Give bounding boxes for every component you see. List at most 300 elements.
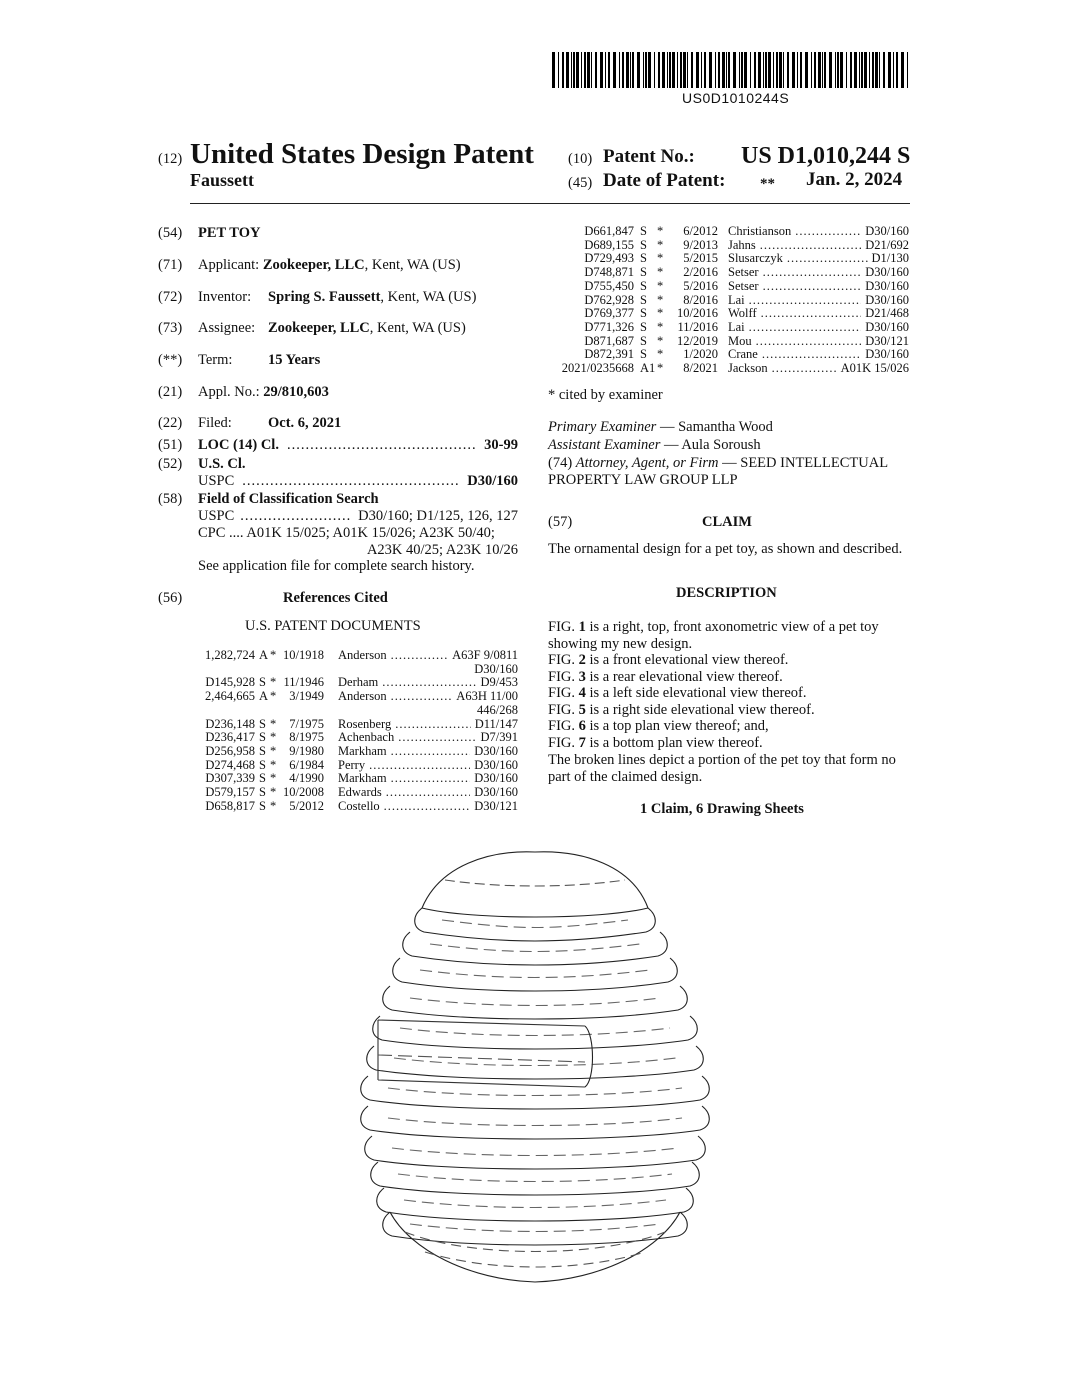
reference-name-class: [338, 690, 518, 704]
reference-number: D145,928: [205, 675, 255, 690]
reference-number: D769,377: [584, 306, 634, 321]
dot-leader: [763, 280, 862, 294]
barcode-bar: [779, 52, 782, 88]
reference-kind: S: [640, 278, 647, 293]
barcode-number: US0D1010244S: [682, 90, 790, 106]
field-search-label: Field of Classification Search: [198, 491, 379, 507]
dot-leader: [787, 252, 868, 266]
barcode-bar: [846, 52, 847, 88]
date-label: Date of Patent:: [603, 170, 726, 191]
reference-inventor: Markham: [338, 743, 387, 758]
toy-ridge: [403, 932, 668, 965]
reference-date: 9/1980: [289, 743, 324, 758]
reference-date: 8/2021: [683, 361, 718, 375]
reference-class-continued: D30/160: [474, 661, 518, 676]
assistant-examiner: Assistant Examiner — Aula Soroush: [548, 437, 761, 453]
barcode-bar: [893, 52, 894, 88]
reference-inventor: Anderson: [338, 648, 387, 662]
dot-leader: [795, 225, 861, 239]
reference-name-class: [728, 252, 909, 266]
barcode-bar: [645, 52, 647, 88]
figure-number: 6: [578, 718, 586, 734]
date-stars: **: [760, 176, 775, 192]
reference-kind: S: [640, 265, 647, 280]
barcode-bar: [683, 52, 686, 88]
attorney-line-1: (74) Attorney, Agent, or Firm — SEED INTELLECTUAL: [548, 455, 889, 471]
barcode-bar: [562, 52, 564, 88]
code-51: (51): [158, 437, 183, 453]
barcode-bar: [552, 52, 555, 88]
barcode-bar: [840, 52, 843, 88]
reference-number: D755,450: [584, 278, 634, 293]
reference-star: *: [270, 798, 277, 813]
dot-leader: [761, 307, 862, 321]
reference-date: 10/2008: [283, 785, 324, 799]
code-72: (72): [158, 289, 183, 305]
reference-class: D30/160: [865, 278, 909, 293]
barcode-bar: [571, 52, 572, 88]
barcode-bar: [811, 52, 812, 88]
reference-inventor: Costello: [338, 798, 380, 813]
toy-ridge: [367, 1046, 704, 1079]
claim-text: The ornamental design for a pet toy, as shown and described.: [548, 541, 903, 557]
reference-number: D661,847: [584, 224, 634, 238]
reference-number: D658,817: [205, 798, 255, 813]
toy-ridge-hidden-line: [398, 1174, 672, 1182]
reference-inventor: Setser: [728, 278, 759, 293]
description-line: FIG. 5 is a right side elevational view thereof.: [548, 702, 815, 718]
reference-number: 2021/0235668: [561, 361, 634, 375]
barcode-bar: [658, 52, 660, 88]
barcode-bar: [709, 52, 712, 88]
reference-class: D30/160: [474, 743, 518, 758]
claims-drawing-sheets: 1 Claim, 6 Drawing Sheets: [640, 801, 804, 817]
reference-kind: A: [259, 689, 269, 704]
barcode-bar: [637, 52, 640, 88]
reference-inventor: Setser: [728, 265, 759, 280]
claim-heading: CLAIM: [702, 514, 752, 530]
reference-class: D30/160: [865, 319, 909, 334]
reference-number: D256,958: [205, 743, 255, 758]
reference-date: 2/2016: [683, 265, 718, 280]
code-56: (56): [158, 590, 183, 606]
barcode-bar: [829, 52, 832, 88]
reference-class: A63H 11/00: [456, 689, 518, 704]
reference-date: 7/1975: [289, 716, 324, 731]
reference-kind: S: [259, 730, 266, 745]
patent-number: US D1,010,244 S: [741, 143, 911, 169]
assignee-line: Zookeeper, LLC, Kent, WA (US): [268, 320, 466, 336]
barcode-bar: [869, 52, 870, 88]
reference-inventor: Lai: [728, 319, 745, 334]
barcode-bar: [805, 52, 808, 88]
toy-ridge: [371, 1162, 700, 1195]
description-line: FIG. 3 is a rear elevational view thereof.: [548, 669, 783, 685]
reference-number: D274,468: [205, 757, 255, 772]
reference-kind: S: [259, 785, 266, 799]
reference-number: 2,464,665: [205, 689, 255, 704]
barcode-bar: [672, 52, 675, 88]
barcode-bar: [715, 52, 716, 88]
barcode-bar: [722, 52, 725, 88]
barcode-bar: [576, 52, 579, 88]
reference-number: D729,493: [584, 251, 634, 266]
reference-date: 6/1984: [289, 757, 324, 772]
reference-kind: S: [259, 743, 266, 758]
reference-star: *: [270, 757, 277, 772]
reference-kind: S: [640, 333, 647, 348]
reference-date: 11/2016: [677, 319, 718, 334]
loc-line: LOC (14) Cl. ..... 30-99: [198, 437, 518, 454]
barcode-bar: [739, 52, 740, 88]
reference-kind: S: [640, 306, 647, 321]
reference-star: *: [270, 716, 277, 731]
dot-leader: [386, 786, 471, 800]
toy-ridge-hidden-line: [392, 1148, 678, 1156]
dot-leader: [391, 690, 453, 704]
toy-ridge-hidden-line: [388, 1118, 682, 1126]
description-heading: DESCRIPTION: [676, 585, 777, 601]
reference-inventor: Derham: [338, 675, 379, 690]
dot-leader: [369, 759, 470, 773]
appl-no-line: Appl. No.: 29/810,603: [198, 384, 329, 400]
code-73: (73): [158, 320, 183, 336]
barcode-bar: [741, 52, 743, 88]
barcode-bar: [888, 52, 891, 88]
barcode-bar: [704, 52, 706, 88]
barcode-bar: [605, 52, 606, 88]
reference-kind: A1: [640, 361, 656, 375]
toy-ridge-hidden-line: [400, 1028, 670, 1036]
barcode-bar: [622, 52, 624, 88]
uspc-value: D30/160: [467, 473, 518, 489]
reference-class: D30/121: [865, 333, 909, 348]
reference-inventor: Rosenberg: [338, 716, 392, 731]
reference-name-class: [728, 239, 909, 253]
reference-inventor: Perry: [338, 757, 366, 772]
reference-number: D762,928: [584, 292, 634, 307]
reference-date: 10/2016: [677, 306, 718, 321]
barcode-bar: [765, 52, 767, 88]
header-rule: [190, 203, 910, 204]
inventor-surname: Faussett: [190, 170, 254, 190]
reference-class: D30/121: [474, 798, 518, 813]
inventor-line: Spring S. Faussett, Kent, WA (US): [268, 289, 477, 305]
reference-star: *: [657, 361, 664, 375]
reference-star: *: [270, 675, 277, 690]
reference-kind: S: [640, 224, 647, 238]
barcode-bar: [850, 52, 852, 88]
reference-star: *: [270, 743, 277, 758]
reference-name-class: [338, 731, 518, 745]
loc-value: 30-99: [484, 437, 518, 453]
reference-name-class: [728, 348, 909, 362]
reference-kind: S: [640, 237, 647, 252]
barcode-bar: [861, 52, 863, 88]
reference-class: A63F 9/0811: [452, 648, 518, 662]
reference-number: D871,687: [584, 333, 634, 348]
patent-no-label: Patent No.:: [603, 146, 695, 167]
barcode-bar: [677, 52, 678, 88]
appl-no: 29/810,603: [263, 384, 329, 400]
patent-date: Jan. 2, 2024: [806, 169, 903, 190]
barcode-bar: [800, 52, 802, 88]
barcode-bar: [632, 52, 634, 88]
figure-number: 1: [578, 619, 586, 635]
reference-name-class: [728, 307, 909, 321]
reference-star: *: [270, 771, 277, 786]
reference-name-class: [338, 772, 518, 786]
barcode-bar: [591, 52, 592, 88]
barcode-bar: [907, 52, 908, 88]
reference-name-class: [338, 649, 518, 663]
reference-star: *: [657, 347, 664, 362]
attorney-line-2: PROPERTY LAW GROUP LLP: [548, 472, 738, 488]
code-term: (**): [158, 352, 183, 368]
barcode-bar: [854, 52, 857, 88]
reference-name-class: [338, 786, 518, 800]
toy-ridge-hidden-line: [442, 920, 628, 928]
toy-ridge-hidden-line: [420, 970, 650, 978]
dot-leader: [749, 321, 862, 335]
reference-class: D1/130: [871, 251, 909, 266]
barcode-bar: [754, 52, 756, 88]
barcode-bar: [691, 52, 693, 88]
reference-inventor: Mou: [728, 333, 752, 348]
dot-leader: [384, 800, 471, 814]
us-patent-documents-heading: U.S. PATENT DOCUMENTS: [245, 618, 421, 634]
reference-kind: S: [640, 251, 647, 266]
reference-inventor: Edwards: [338, 785, 382, 799]
dot-leader: [391, 772, 471, 786]
toy-ridge: [393, 958, 678, 991]
dot-leader: [395, 718, 470, 732]
assignee-label: Assignee:: [198, 320, 256, 336]
reference-number: D872,391: [584, 347, 634, 362]
reference-class: D30/160: [474, 771, 518, 786]
reference-number: D307,339: [205, 771, 255, 786]
barcode-bar: [584, 52, 586, 88]
cpc-line-1: CPC .... A01K 15/025; A01K 15/026; A23K 50/40;: [198, 525, 495, 541]
description-line: FIG. 7 is a bottom plan view thereof.: [548, 735, 763, 751]
filed-date: Oct. 6, 2021: [268, 415, 342, 431]
barcode-bar: [896, 52, 898, 88]
dot-leader: [391, 745, 471, 759]
term-label: Term:: [198, 352, 233, 368]
description-line: FIG. 2 is a front elevational view thereof.: [548, 652, 789, 668]
references-cited-heading: References Cited: [283, 590, 388, 606]
barcode-bar: [814, 52, 816, 88]
barcode-bar: [744, 52, 747, 88]
barcode-bar: [595, 52, 597, 88]
reference-name-class: [728, 335, 909, 349]
barcode-bar: [776, 52, 778, 88]
toy-ridge: [365, 1136, 706, 1169]
barcode-bar: [768, 52, 771, 88]
reference-name-class: [728, 294, 909, 308]
barcode-bar: [822, 52, 823, 88]
reference-inventor: Achenbach: [338, 730, 395, 745]
reference-inventor: Slusarczyk: [728, 251, 783, 266]
reference-kind: S: [640, 319, 647, 334]
reference-number: D771,326: [584, 319, 634, 334]
code-21: (21): [158, 384, 183, 400]
reference-number: 1,282,724: [205, 648, 255, 662]
reference-kind: S: [640, 347, 647, 362]
cited-by-examiner-note: * cited by examiner: [548, 387, 663, 403]
reference-name-class: [338, 676, 518, 690]
reference-name-class: [728, 280, 909, 294]
barcode-bar: [626, 52, 629, 88]
toy-ridge-hidden-line: [394, 1058, 676, 1066]
assignee-name: Zookeeper, LLC: [268, 320, 370, 336]
reference-date: 5/2016: [683, 278, 718, 293]
dot-leader: [762, 348, 861, 362]
reference-name-class: [338, 745, 518, 759]
toy-ridge-hidden-line: [430, 944, 640, 952]
term-value: 15 Years: [268, 352, 321, 368]
figure-number: 7: [578, 735, 586, 751]
reference-class: D30/160: [865, 224, 909, 238]
barcode-bar: [696, 52, 699, 88]
figure-number: 3: [578, 669, 586, 685]
reference-class: D30/160: [474, 757, 518, 772]
barcode-bar: [875, 52, 878, 88]
dot-leader: [382, 676, 476, 690]
reference-name-class: [338, 759, 518, 773]
barcode-bar: [669, 52, 671, 88]
reference-star: *: [657, 292, 664, 307]
barcode-bar: [667, 52, 668, 88]
reference-kind: S: [259, 771, 266, 786]
barcode-bar: [680, 52, 682, 88]
barcode-bar: [818, 52, 821, 88]
reference-name-class: [728, 225, 909, 239]
barcode-bar: [648, 52, 651, 88]
reference-name-class: [728, 321, 909, 335]
reference-star: *: [657, 306, 664, 321]
reference-class: D11/147: [474, 716, 518, 731]
reference-kind: S: [259, 716, 266, 731]
reference-name-class: [728, 362, 909, 376]
reference-number: D748,871: [584, 265, 634, 280]
reference-class: D30/160: [865, 292, 909, 307]
see-application: See application file for complete search history.: [198, 558, 475, 574]
description-line: FIG. 1 is a right, top, front axonometric view of a pet toy: [548, 619, 879, 635]
barcode-bar: [662, 52, 665, 88]
dot-leader: [756, 335, 862, 349]
reference-date: 8/2016: [683, 292, 718, 307]
reference-inventor: Crane: [728, 347, 758, 362]
figure-number: 2: [578, 652, 586, 668]
reference-kind: S: [259, 675, 266, 690]
toy-ridge: [377, 1188, 694, 1221]
reference-star: *: [657, 319, 664, 334]
barcode-bar: [763, 52, 764, 88]
dot-leader: [391, 649, 449, 663]
code-58: (58): [158, 491, 183, 507]
barcode-bar: [787, 52, 789, 88]
dot-leader: [772, 362, 837, 376]
barcode-bar: [835, 52, 836, 88]
reference-name-class: [338, 718, 518, 732]
description-line: part of the claimed design.: [548, 769, 703, 785]
dot-leader: [760, 239, 861, 253]
barcode-bar: [773, 52, 774, 88]
reference-class: D21/692: [865, 237, 909, 252]
reference-date: 6/2012: [683, 224, 718, 238]
description-line: FIG. 4 is a left side elevational view thereof.: [548, 685, 807, 701]
barcode-bar: [600, 52, 603, 88]
reference-date: 3/1949: [289, 689, 324, 704]
pet-toy-drawing: [350, 840, 720, 1290]
reference-class: A01K 15/026: [840, 361, 909, 375]
reference-name-class: [728, 266, 909, 280]
title-pet-toy: PET TOY: [198, 225, 261, 241]
code-57: (57): [548, 514, 573, 530]
reference-star: *: [270, 648, 277, 662]
description-line: FIG. 6 is a top plan view thereof; and,: [548, 718, 769, 734]
barcode-bar: [883, 52, 885, 88]
barcode-bar: [797, 52, 798, 88]
barcode-bar: [630, 52, 631, 88]
applicant-line: Applicant: Zookeeper, LLC, Kent, WA (US): [198, 257, 461, 273]
reference-date: 4/1990: [289, 771, 324, 786]
code-45: (45): [568, 175, 593, 191]
reference-number: D236,417: [205, 730, 255, 745]
reference-date: 5/2012: [289, 798, 324, 813]
description-line: The broken lines depict a portion of the pet toy that form no: [548, 752, 896, 768]
reference-number: D236,148: [205, 716, 255, 731]
barcode-bar: [859, 52, 860, 88]
code-52: (52): [158, 456, 183, 472]
reference-star: *: [657, 224, 664, 238]
dot-leader: [749, 294, 862, 308]
barcode-bar: [701, 52, 702, 88]
toy-ridge-hidden-line: [410, 998, 660, 1006]
reference-class: D30/160: [865, 347, 909, 362]
figure-number: 4: [578, 685, 586, 701]
toy-ridge-hidden-line: [410, 1224, 660, 1232]
filed-label: Filed:: [198, 415, 232, 431]
barcode-bar: [792, 52, 795, 88]
reference-kind: S: [640, 292, 647, 307]
barcode-bar: [733, 52, 736, 88]
patent-type-title: United States Design Patent: [190, 138, 534, 170]
reference-class: D30/160: [865, 265, 909, 280]
dot-leader: [763, 266, 862, 280]
reference-class-continued: 446/268: [477, 702, 518, 717]
barcode-bar: [581, 52, 582, 88]
barcode: [552, 52, 912, 88]
reference-star: *: [657, 265, 664, 280]
reference-inventor: Jackson: [728, 361, 768, 375]
barcode-bar: [726, 52, 727, 88]
reference-star: *: [270, 730, 277, 745]
barcode-bar: [687, 52, 688, 88]
barcode-bar: [587, 52, 590, 88]
reference-class: D9/453: [480, 675, 518, 690]
barcode-bar: [824, 52, 826, 88]
code-12: (12): [158, 151, 183, 167]
reference-inventor: Wolff: [728, 306, 757, 321]
barcode-bar: [758, 52, 761, 88]
barcode-bar: [566, 52, 569, 88]
uspc-line: USPC ..... D30/160: [198, 473, 518, 490]
reference-kind: S: [259, 798, 266, 813]
reference-star: *: [657, 278, 664, 293]
reference-date: 1/2020: [683, 347, 718, 362]
